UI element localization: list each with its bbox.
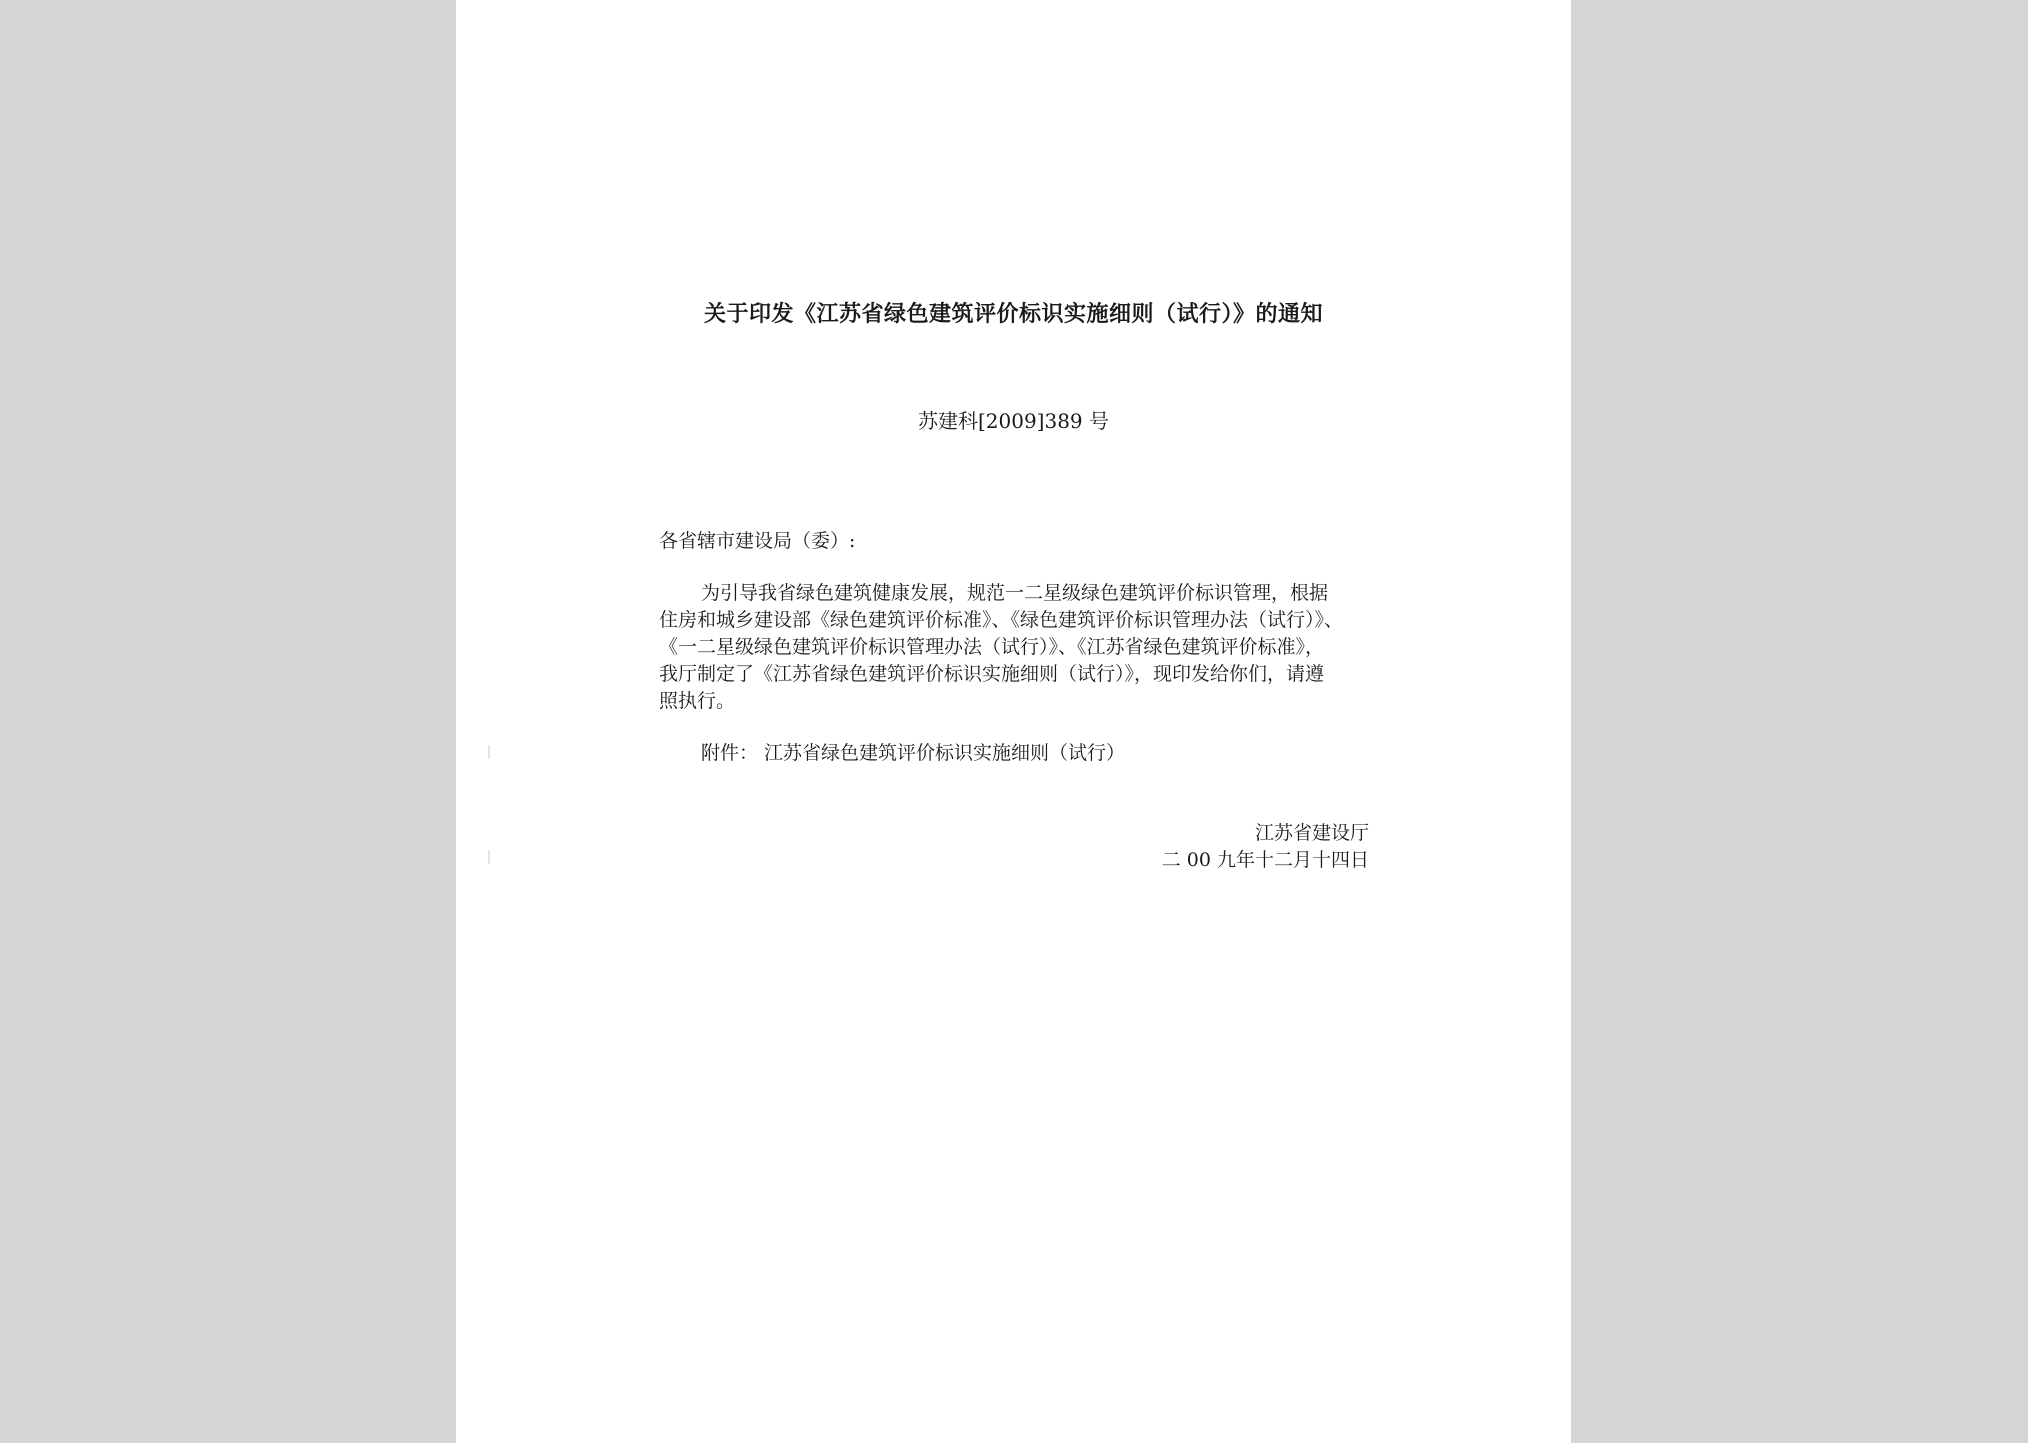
document-page — [456, 0, 1571, 1443]
body-line: 住房和城乡建设部《绿色建筑评价标准》、《绿色建筑评价标识管理办法（试行）》、 — [659, 609, 1344, 631]
document-number: 苏建科[2009]389 号 — [917, 409, 1110, 433]
signature-block — [1162, 820, 1369, 874]
salutation: 各省辖市建设局（委）: — [659, 530, 856, 552]
attachment-label: 附件： — [701, 742, 759, 764]
body-line: 我厅制定了《江苏省绿色建筑评价标识实施细则（试行）》，现印发给你们，请遵 — [659, 663, 1325, 685]
body-line: 为引导我省绿色建筑健康发展，规范一二星级绿色建筑评价标识管理，根据 — [701, 582, 1329, 604]
issuer-name: 江苏省建设厅 — [1254, 822, 1369, 844]
body-line: 《一二星级绿色建筑评价标识管理办法（试行）》、《江苏省绿色建筑评价标准》， — [659, 636, 1325, 658]
attachment-line — [701, 738, 1125, 765]
body-line: 照执行。 — [659, 690, 736, 712]
document-title: 关于印发《江苏省绿色建筑评价标识实施细则（试行）》的通知 — [703, 301, 1323, 327]
body-paragraph — [659, 580, 1369, 715]
attachment-title: 江苏省绿色建筑评价标识实施细则（试行） — [764, 742, 1126, 764]
issue-date: 二 00 九年十二月十四日 — [1161, 849, 1369, 871]
scan-speck — [488, 745, 490, 759]
scan-speck — [488, 850, 490, 864]
